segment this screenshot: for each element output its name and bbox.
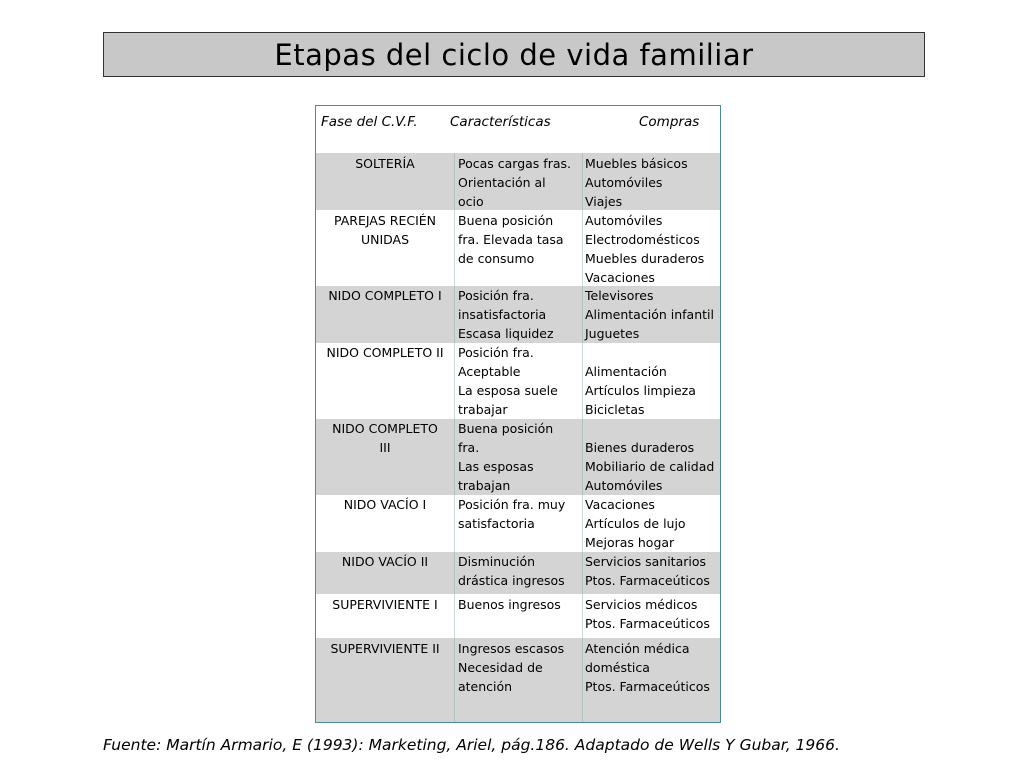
cell-caracteristicas: Ingresos escasos Necesidad de atención [458, 641, 565, 694]
cell-compras: Automóviles Electrodomésticos Muebles duraderos Vacaciones [585, 213, 705, 285]
table-row [316, 552, 720, 594]
header-fase: Fase del C.V.F. [321, 114, 418, 130]
cell-compras: Bienes duraderos Mobiliario de calidad Automóviles [585, 440, 715, 493]
column-divider [582, 153, 583, 723]
page-title: Etapas del ciclo de vida familiar [274, 37, 754, 72]
cell-caracteristicas: Buenos ingresos [458, 597, 561, 612]
cell-fase: NIDO VACÍO II [341, 554, 429, 569]
table-row [316, 419, 720, 495]
cell-fase: PAREJAS RECIÉN UNIDAS [333, 213, 437, 247]
cell-compras: Servicios médicos Ptos. Farmaceúticos [585, 597, 710, 631]
cell-caracteristicas: Buena posición fra. Las esposas trabajan [458, 421, 554, 493]
cell-compras: Servicios sanitarios Ptos. Farmaceúticos [585, 554, 710, 588]
cell-fase: SOLTERÍA [355, 156, 415, 171]
table-row [316, 495, 720, 552]
column-divider [454, 153, 455, 723]
header-caracteristicas: Características [450, 114, 551, 130]
cell-fase: NIDO COMPLETO II [326, 345, 444, 360]
table-row [316, 594, 720, 638]
title-box [103, 32, 925, 77]
cell-fase: NIDO VACÍO I [343, 497, 427, 512]
table-row [316, 286, 720, 343]
cell-fase: SUPERVIVIENTE II [330, 641, 440, 656]
header-compras: Compras [639, 114, 700, 130]
table-row [316, 153, 720, 210]
cell-caracteristicas: Posición fra. muy satisfactoria [458, 497, 566, 531]
cell-compras: Muebles básicos Automóviles Viajes [585, 156, 688, 209]
source-citation: Fuente: Martín Armario, E (1993): Marketing, Ariel, pág.186. Adaptado de Wells Y Gubar, 1966. [103, 736, 840, 754]
cell-compras: Televisores Alimentación infantil Juguetes [585, 288, 714, 341]
table-row [316, 638, 720, 723]
cell-caracteristicas: Buena posición fra. Elevada tasa de consumo [458, 213, 564, 266]
cell-caracteristicas: Pocas cargas fras. Orientación al ocio [458, 156, 571, 209]
cell-caracteristicas: Posición fra. insatisfactoria Escasa liquidez [458, 288, 554, 341]
cell-caracteristicas: Disminución drástica ingresos [458, 554, 565, 588]
cell-fase: NIDO COMPLETO III [332, 421, 438, 455]
cell-compras: Vacaciones Artículos de lujo Mejoras hogar [585, 497, 686, 550]
cell-compras: Atención médica doméstica Ptos. Farmaceúticos [585, 641, 710, 694]
table-header [316, 106, 720, 154]
lifecycle-table [315, 105, 721, 723]
cell-fase: SUPERVIVIENTE I [332, 597, 438, 612]
cell-caracteristicas: Posición fra. Aceptable La esposa suele trabajar [458, 345, 558, 417]
cell-compras: Alimentación Artículos limpieza Bicicletas [585, 364, 696, 417]
cell-fase: NIDO COMPLETO I [328, 288, 442, 303]
table-row [316, 343, 720, 419]
table-row [316, 210, 720, 286]
